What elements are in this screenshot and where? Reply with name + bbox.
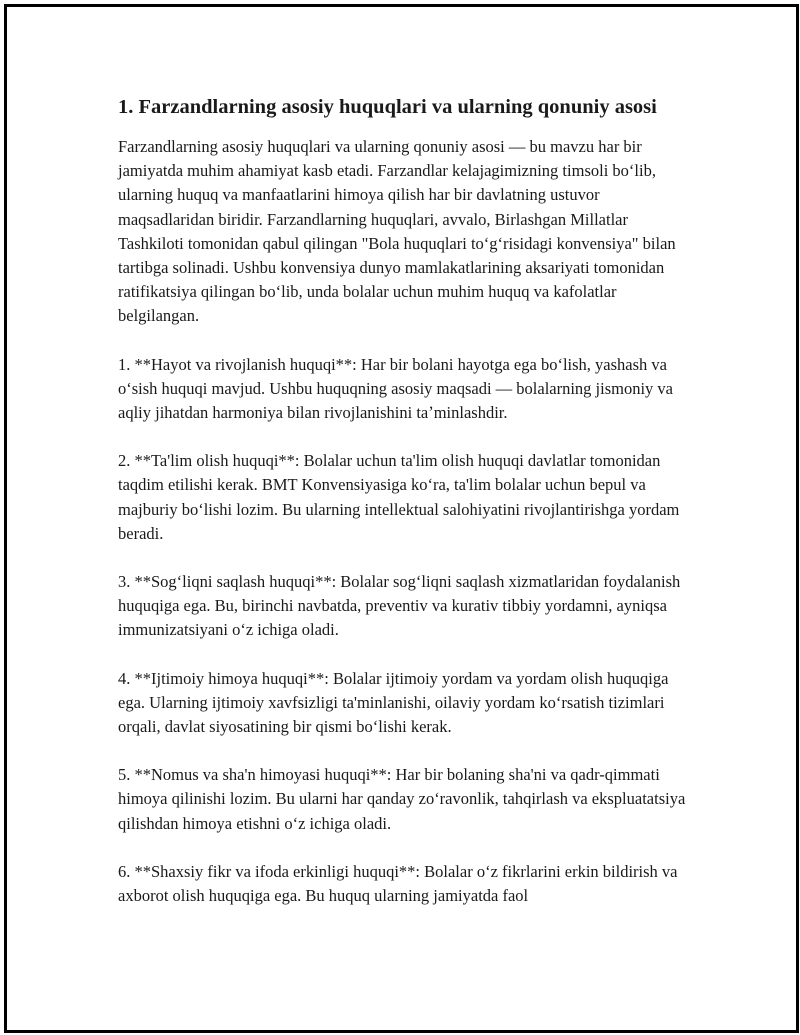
document-body bbox=[118, 92, 690, 932]
paragraph-intro: Farzandlarning asosiy huquqlari va ularning qonuniy asosi — bu mavzu har bir jamiyatda muhim ahamiyat kasb etadi. Farzandlar kelajagimizning timsoli boʻlib, ularning huquq va manfaatlarini himoya qilish har bir davlatning ustuvor maqsadlaridan biridir. Farzandlarning huquqlari, avvalo, Birlashgan Millatlar Tashkiloti tomonidan qabul qilingan "Bola huquqlari toʻgʻrisidagi konvensiya" bilan tartibga solinadi. Ushbu konvensiya dunyo mamlakatlarining aksariyati tomonidan ratifikatsiya qilingan boʻlib, unda bolalar uchun muhim huquq va kafolatlar belgilangan. bbox=[118, 137, 676, 326]
paragraph-right-to-social-protection: 4. **Ijtimoiy himoya huquqi**: Bolalar ijtimoiy yordam va yordam olish huquqiga ega. Ularning ijtimoiy xavfsizligi ta'minlanishi, oilaviy yordam koʻrsatish tizimlari orqali, davlat siyosatining bir qismi boʻlishi kerak. bbox=[118, 668, 669, 737]
paragraph-right-to-dignity: 5. **Nomus va sha'n himoyasi huquqi**: Har bir bolaning sha'ni va qadr-qimmati himoya qilinishi lozim. Bu ularni har qanday zoʻravonlik, tahqirlash va ekspluatatsiya qilishdan himoya etishni oʻz ichiga oladi. bbox=[118, 765, 686, 833]
document-title: 1. Farzandlarning asosiy huquqlari va ularning qonuniy asosi bbox=[118, 96, 657, 118]
paragraph-right-to-education: 2. **Ta'lim olish huquqi**: Bolalar uchun ta'lim olish huquqi davlatlar tomonidan taqdim etilishi kerak. BMT Konvensiyasiga koʻra, ta'lim bolalar uchun bepul va majburiy boʻlishi lozim. Bu ularning intellektual salohiyatini rivojlantirishga yordam beradi. bbox=[118, 451, 680, 543]
paragraph-right-to-life: 1. **Hayot va rivojlanish huquqi**: Har bir bolani hayotga ega boʻlish, yashash va oʻsish huquqi mavjud. Ushbu huquqning asosiy maqsadi — bolalarning jismoniy va aqliy jihatdan harmoniya bilan rivojlanishini taʼminlashdir. bbox=[118, 354, 674, 423]
paragraph-right-to-health: 3. **Sogʻliqni saqlash huquqi**: Bolalar sogʻliqni saqlash xizmatlaridan foydalanish huquqiga ega. Bu, birinchi navbatda, preventiv va kurativ tibbiy yordamni, ayniqsa immunizatsiyani oʻz ichiga oladi. bbox=[118, 572, 681, 640]
paragraph-right-to-expression: 6. **Shaxsiy fikr va ifoda erkinligi huquqi**: Bolalar oʻz fikrlarini erkin bildirish va axborot olish huquqiga ega. Bu huquq ularning jamiyatda faol bbox=[118, 861, 678, 906]
